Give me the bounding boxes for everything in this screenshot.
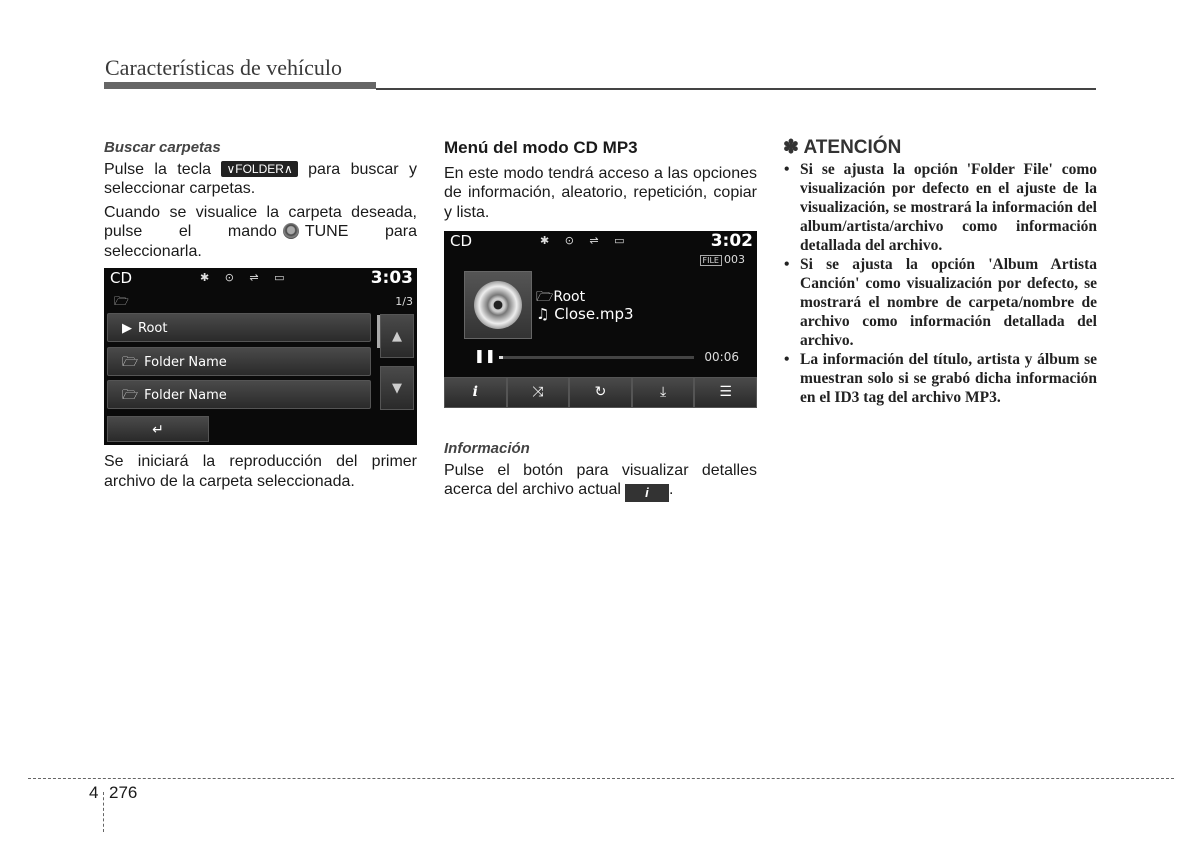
clock: 3:03 bbox=[370, 268, 413, 288]
copy-button[interactable]: ⤓ bbox=[632, 377, 695, 408]
cd-mp3-player-screen bbox=[444, 231, 757, 408]
scroll-up-button[interactable]: ▲ bbox=[380, 314, 414, 358]
tune-knob-icon bbox=[283, 223, 299, 239]
footer-vertical-divider bbox=[103, 792, 104, 832]
status-bar bbox=[444, 231, 757, 251]
folder-icon: 🗁 bbox=[122, 355, 139, 370]
paragraph-info bbox=[444, 461, 757, 503]
attention-list bbox=[783, 160, 1097, 407]
info-button[interactable]: i bbox=[444, 377, 507, 408]
attention-text: La información del título, artista y álbum se muestran solo si se grabó dicha información en el ID3 tag del archivo MP3. bbox=[800, 350, 1097, 406]
paragraph-menu: En este modo tendrá acceso a las opciones de información, aleatorio, repetición, copiar y lista. bbox=[444, 164, 757, 221]
column-2 bbox=[444, 138, 757, 226]
pause-icon[interactable]: ❚❚ bbox=[474, 349, 496, 364]
status-icons: ✱ ⊙ ⇌ ▭ bbox=[200, 271, 291, 284]
progress-bar[interactable] bbox=[499, 356, 694, 359]
status-icons: ✱ ⊙ ⇌ ▭ bbox=[540, 234, 631, 247]
page-indicator: 1/3 bbox=[395, 295, 413, 308]
attention-title: ✽ ATENCIÓN bbox=[783, 137, 902, 158]
list-item-root[interactable] bbox=[107, 313, 371, 342]
folder-key-icon: ∨FOLDER∧ bbox=[221, 161, 297, 177]
shuffle-button[interactable]: ⤨ bbox=[507, 377, 570, 408]
list-item-label: Folder Name bbox=[144, 355, 227, 370]
folder-label: Root bbox=[553, 289, 586, 305]
column-3 bbox=[783, 138, 1097, 407]
attention-item bbox=[783, 255, 1097, 350]
info-key-icon: i bbox=[625, 484, 669, 502]
bullet: • bbox=[784, 350, 790, 368]
list-item-label: Folder Name bbox=[144, 388, 227, 403]
current-folder-icon: 🗁 bbox=[114, 294, 129, 308]
header-rule-thick bbox=[104, 82, 376, 89]
page-header-title: Características de vehículo bbox=[105, 55, 343, 80]
section-title-menu-cd-mp3: Menú del modo CD MP3 bbox=[444, 138, 638, 157]
list-item-folder[interactable] bbox=[107, 380, 371, 409]
list-item-label: Root bbox=[138, 321, 168, 336]
file-number: 003 bbox=[724, 253, 745, 266]
folder-icon: 🗁 bbox=[122, 388, 139, 403]
text: Pulse el botón para visualizar detalles acerca del archivo actual bbox=[444, 461, 757, 498]
song-label: Close.mp3 bbox=[554, 305, 634, 323]
status-bar bbox=[104, 268, 417, 288]
bullet: • bbox=[784, 255, 790, 273]
folder-list-screen bbox=[104, 268, 417, 445]
attention-item bbox=[783, 160, 1097, 255]
paragraph-playback: Se iniciará la reproducción del primer archivo de la carpeta seleccionada. bbox=[104, 453, 417, 490]
back-button[interactable]: ↵ bbox=[107, 416, 209, 442]
progress-fill bbox=[499, 356, 503, 359]
list-item-folder[interactable] bbox=[107, 347, 371, 376]
footer-divider bbox=[28, 778, 1174, 779]
column-1 bbox=[104, 138, 417, 265]
column-2-bottom bbox=[444, 439, 757, 506]
song-name bbox=[536, 305, 634, 323]
header-rule-thin bbox=[376, 88, 1096, 90]
scroll-down-button[interactable]: ▼ bbox=[380, 366, 414, 410]
album-art bbox=[464, 271, 532, 339]
file-counter bbox=[700, 253, 745, 266]
bullet: • bbox=[784, 160, 790, 178]
text: Pulse la tecla bbox=[104, 160, 212, 178]
repeat-button[interactable]: ↻ bbox=[569, 377, 632, 408]
clock: 3:02 bbox=[710, 231, 753, 251]
column-1-bottom bbox=[104, 452, 417, 495]
text: para buscar y seleccionar carpetas. bbox=[104, 160, 417, 197]
elapsed-time: 00:06 bbox=[704, 350, 739, 364]
file-tag: FILE bbox=[700, 255, 722, 266]
mode-label: CD bbox=[450, 232, 473, 250]
music-note-icon: ♫ bbox=[536, 305, 555, 323]
section-subtitle-informacion: Información bbox=[444, 440, 530, 457]
mode-label: CD bbox=[110, 269, 133, 287]
play-icon: ▶ bbox=[122, 321, 132, 336]
text: Cuando se visualice la carpeta deseada, pulse el mando bbox=[104, 203, 417, 240]
attention-text: Si se ajusta la opción 'Album Artista Canción' como visualización por defecto, se mostrará el nombre de carpeta/nombre de archivo como información detallada del archivo. bbox=[800, 255, 1097, 349]
disc-icon bbox=[474, 281, 522, 329]
paragraph-folder-key bbox=[104, 160, 417, 199]
folder-icon: 🗁 bbox=[536, 289, 554, 305]
paragraph-tune bbox=[104, 203, 417, 262]
page-number: 276 bbox=[109, 783, 138, 802]
text: . bbox=[668, 481, 674, 498]
section-subtitle-buscar-carpetas: Buscar carpetas bbox=[104, 139, 221, 156]
chapter-number: 4 bbox=[89, 783, 99, 802]
list-button[interactable]: ☰ bbox=[694, 377, 757, 408]
attention-text: Si se ajusta la opción 'Folder File' como visualización por defecto en el ajuste de la visualización, se mostrará la información del album/artista/archivo como información detallada del archivo. bbox=[800, 160, 1097, 254]
text: TUNE para seleccionarla. bbox=[104, 223, 418, 260]
attention-item bbox=[783, 350, 1097, 407]
control-buttons bbox=[444, 377, 757, 408]
